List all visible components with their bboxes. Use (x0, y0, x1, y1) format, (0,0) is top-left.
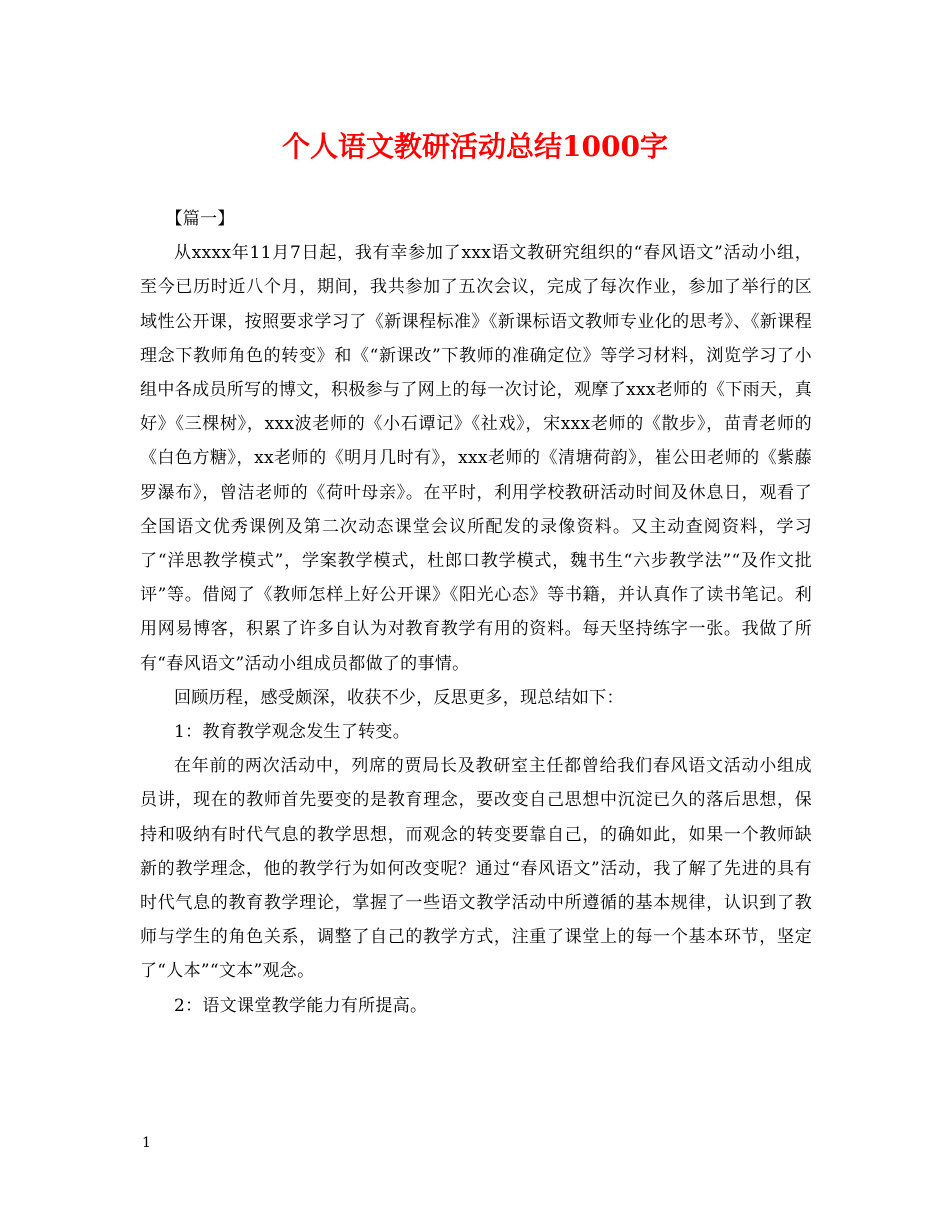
heading-point-2: 2：语文课堂教学能力有所提高。 (174, 995, 428, 1016)
document-body (140, 202, 812, 1023)
paragraph-3: 在年前的两次活动中，列席的贾局长及教研室主任都曾给我们春风语文活动小组成员讲，现在的教师首先要变的是教育理念，要改变自己思想中沉淀已久的落后思想，保持和吸纳有时代气息的教学思想，而观念的转变要靠自己，的确如此，如果一个教师缺新的教学理念，他的教学行为如何改变呢？通过“春风语文”活动，我了解了先进的具有时代气息的教育教学理论，掌握了一些语文教学活动中所遵循的基本规律，认识到了教师与学生的角色关系，调整了自己的教学方式，注重了课堂上的每一个基本环节，坚定了“人本”“文本”观念。 (140, 756, 812, 982)
paragraph-1: 从xxxx年11月7日起，我有幸参加了xxx语文教研究组织的“春风语文”活动小组，至今已历时近八个月，期间，我共参加了五次会议，完成了每次作业，参加了举行的区域性公开课，按照要求学习了《新课程标准》《新课标语文教师专业化的思考》、《新课程理念下教师角色的转变》和《“新课改”下教师的准确定位》等学习材料，浏览学习了小组中各成员所写的博文，积极参与了网上的每一次讨论，观摩了xxx老师的《下雨天，真好》《三棵树》，xxx波老师的《小石谭记》《社戏》，宋xxx老师的《散步》，苗青老师的《白色方糖》，xx老师的《明月几时有》，xxx老师的《清塘荷韵》，崔公田老师的《紫藤罗瀑布》，曾洁老师的《荷叶母亲》。在平时，利用学校教研活动时间及休息日，观看了全国语文优秀课例及第二次动态课堂会议所配发的录像资料。又主动查阅资料，学习了“洋思教学模式”，学案教学模式，杜郎口教学模式，魏书生“六步教学法”“及作文批评”等。借阅了《教师怎样上好公开课》《阳光心态》等书籍，并认真作了读书笔记。利用网易博客，积累了许多自认为对教育教学有用的资料。每天坚持练字一张。我做了所有“春风语文”活动小组成员都做了的事情。 (140, 243, 812, 674)
section-label: 【篇一】 (165, 209, 235, 229)
heading-point-1: 1：教育教学观念发生了转变。 (174, 722, 411, 743)
page-number: 1 (142, 1135, 151, 1151)
document-title: 个人语文教研活动总结1000字 (282, 130, 668, 163)
paragraph-2: 回顾历程，感受颇深，收获不少，反思更多，现总结如下： (174, 687, 624, 708)
